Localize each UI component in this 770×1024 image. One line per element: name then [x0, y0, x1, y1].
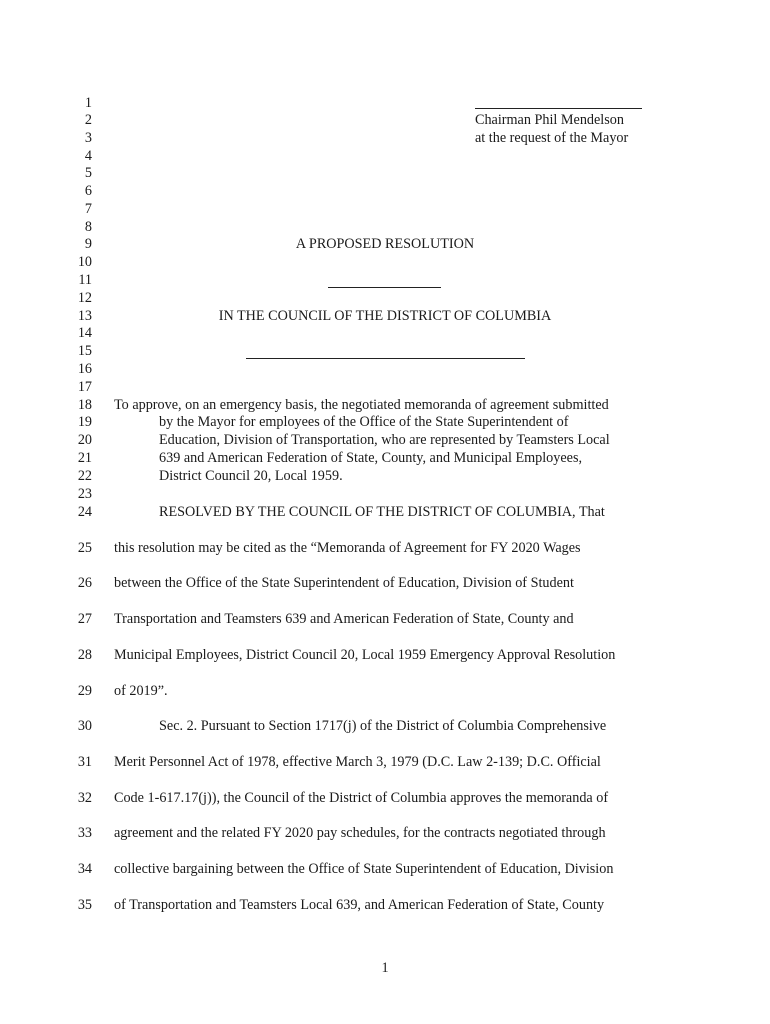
line-number: 29	[77, 683, 92, 699]
line-number: 23	[77, 486, 92, 502]
line-number: 35	[77, 897, 92, 913]
body-line: of 2019”.	[114, 683, 168, 699]
body-line: Municipal Employees, District Council 20, Local 1959 Emergency Approval Resolution	[114, 647, 616, 663]
line-number: 19	[77, 414, 92, 430]
signature-line	[475, 108, 642, 109]
title-line: by the Mayor for employees of the Office of the State Superintendent of	[159, 414, 569, 430]
page-number: 1	[381, 960, 389, 976]
line-number: 28	[77, 647, 92, 663]
line-number: 30	[77, 718, 92, 734]
title-line: To approve, on an emergency basis, the negotiated memoranda of agreement submitted	[114, 397, 609, 413]
line-number: 11	[78, 272, 92, 288]
line-number: 2	[84, 112, 92, 128]
line-number: 31	[77, 754, 92, 770]
line-number: 33	[77, 825, 92, 841]
line-number: 13	[77, 308, 92, 324]
line-number: 12	[77, 290, 92, 306]
title-divider	[246, 358, 525, 359]
body-line: collective bargaining between the Office of State Superintendent of Education, Division	[114, 861, 614, 877]
line-number: 16	[77, 361, 92, 377]
title-line: 639 and American Federation of State, County, and Municipal Employees,	[159, 450, 583, 466]
title-line: District Council 20, Local 1959.	[159, 468, 343, 484]
line-number: 27	[77, 611, 92, 627]
body-line: Merit Personnel Act of 1978, effective March 3, 1979 (D.C. Law 2-139; D.C. Official	[114, 754, 601, 770]
body-line: Code 1-617.17(j)), the Council of the District of Columbia approves the memoranda of	[114, 790, 609, 806]
line-number: 3	[84, 130, 92, 146]
line-number: 10	[77, 254, 92, 270]
resolution-number-line	[328, 287, 441, 288]
line-number: 15	[77, 343, 92, 359]
line-number: 8	[84, 219, 92, 235]
line-number: 22	[77, 468, 92, 484]
body-line: agreement and the related FY 2020 pay schedules, for the contracts negotiated through	[114, 825, 606, 841]
sponsor-name: Chairman Phil Mendelson	[475, 112, 624, 128]
sponsor-note: at the request of the Mayor	[475, 130, 629, 146]
line-number: 24	[77, 504, 92, 520]
council-heading: IN THE COUNCIL OF THE DISTRICT OF COLUMBIA	[218, 308, 552, 324]
line-number: 32	[77, 790, 92, 806]
line-number: 7	[84, 201, 92, 217]
line-number: 25	[77, 540, 92, 556]
line-number: 20	[77, 432, 92, 448]
body-line: Transportation and Teamsters 639 and American Federation of State, County and	[114, 611, 574, 627]
body-line: RESOLVED BY THE COUNCIL OF THE DISTRICT OF COLUMBIA, That	[159, 504, 605, 520]
resolution-heading: A PROPOSED RESOLUTION	[295, 236, 475, 252]
line-number: 9	[84, 236, 92, 252]
title-line: Education, Division of Transportation, who are represented by Teamsters Local	[159, 432, 610, 448]
body-line: between the Office of the State Superintendent of Education, Division of Student	[114, 575, 574, 591]
line-number: 18	[77, 397, 92, 413]
line-number: 26	[77, 575, 92, 591]
line-number: 34	[77, 861, 92, 877]
body-line: Sec. 2. Pursuant to Section 1717(j) of the District of Columbia Comprehensive	[159, 718, 607, 734]
body-line: this resolution may be cited as the “Memoranda of Agreement for FY 2020 Wages	[114, 540, 581, 556]
line-number: 17	[77, 379, 92, 395]
line-number: 6	[84, 183, 92, 199]
line-number: 21	[77, 450, 92, 466]
body-line: of Transportation and Teamsters Local 639, and American Federation of State, County	[114, 897, 605, 913]
line-number: 5	[84, 165, 92, 181]
line-number: 4	[84, 148, 92, 164]
line-number: 14	[77, 325, 92, 341]
line-number: 1	[84, 95, 92, 111]
